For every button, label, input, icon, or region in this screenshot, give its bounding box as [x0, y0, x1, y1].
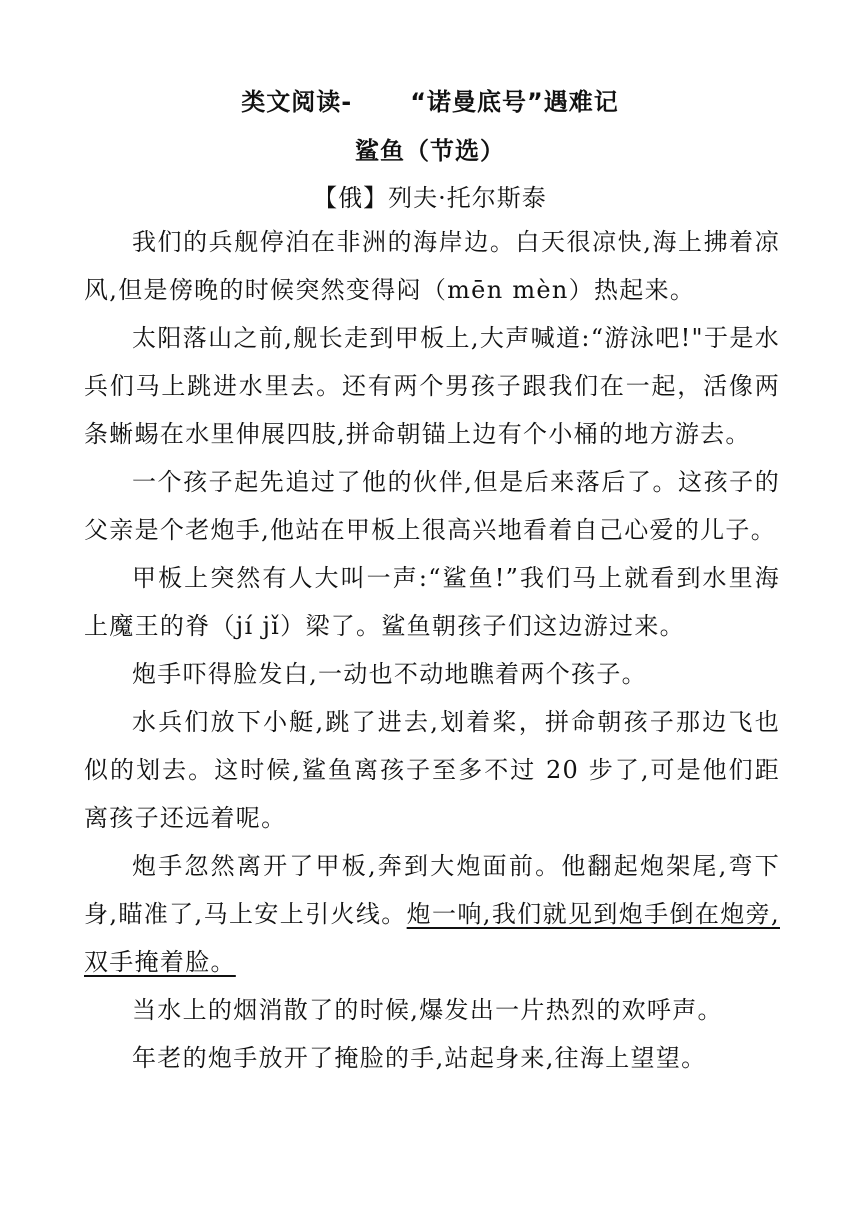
paragraph-text: 炮手忽然离开了甲板,奔到大炮面前。他翻起炮架尾,弯下身,瞄准了,马上安上引火线。 — [84, 852, 780, 928]
document-subtitle: 鲨鱼（节选） — [355, 137, 505, 165]
title-main: “诺曼底号”遇难记 — [410, 88, 619, 116]
paragraph: 年老的炮手放开了掩脸的手,站起身来,往海上望望。 — [132, 1044, 707, 1072]
paragraph: 一个孩子起先追过了他的伙伴,但是后来落后了。这孩子的父亲是个老炮手,他站在甲板上很高兴地看着自己心爱的儿子。 — [84, 468, 780, 544]
article-body — [84, 218, 780, 1082]
paragraph: 甲板上突然有人大叫一声:“鲨鱼!”我们马上就看到水里海上魔王的脊（jí jǐ）梁了。鲨鱼朝孩子们这边游过来。 — [84, 564, 780, 640]
underlined-sentence: 炮一响,我们就见到炮手倒在炮旁,双手掩着脸。 — [84, 900, 780, 976]
paragraph: 炮手吓得脸发白,一动也不动地瞧着两个孩子。 — [132, 660, 647, 688]
title-prefix: 类文阅读- — [241, 88, 353, 116]
paragraph: 当水上的烟消散了的时候,爆发出一片热烈的欢呼声。 — [132, 996, 723, 1024]
author-line: 【俄】列夫·托尔斯泰 — [313, 184, 547, 212]
paragraph — [84, 842, 780, 986]
paragraph: 我们的兵舰停泊在非洲的海岸边。白天很凉快,海上拂着凉风,但是傍晚的时候突然变得闷（mēn mèn）热起来。 — [84, 228, 780, 304]
paragraph: 太阳落山之前,舰长走到甲板上,大声喊道:“游泳吧!"于是水兵们马上跳进水里去。还有两个男孩子跟我们在一起，活像两条蜥蜴在水里伸展四肢,拼命朝锚上边有个小桶的地方游去。 — [84, 324, 780, 448]
paragraph: 水兵们放下小艇,跳了进去,划着桨，拼命朝孩子那边飞也似的划去。这时候,鲨鱼离孩子至多不过 20 步了,可是他们距离孩子还远着呢。 — [84, 708, 780, 832]
document-title — [0, 82, 860, 117]
